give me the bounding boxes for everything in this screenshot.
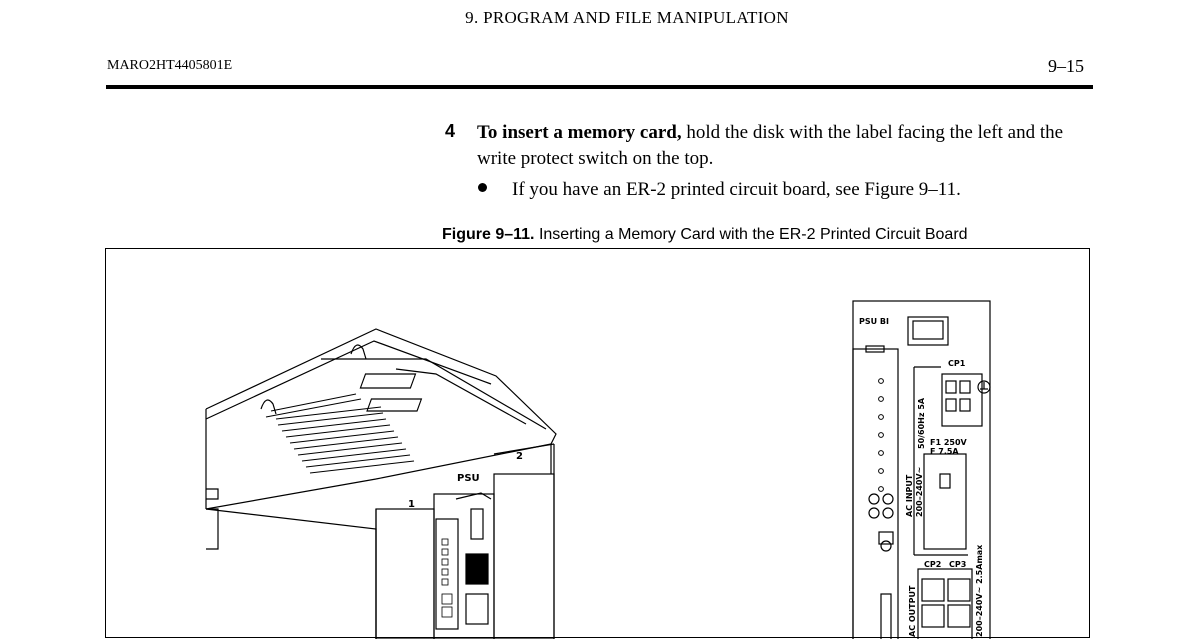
- step-bold-text: To insert a memory card,: [477, 122, 682, 143]
- panel-label-psu-bi: PSU BI: [859, 317, 889, 326]
- figure-caption-text: Inserting a Memory Card with the ER-2 Printed Circuit Board: [534, 226, 968, 243]
- figure-caption: [442, 226, 968, 244]
- bullet-dot: [478, 183, 487, 192]
- controller-cabinet-drawing: [206, 329, 556, 639]
- panel-label-cp2: CP2: [924, 560, 942, 569]
- panel-label-freq: 50/60Hz 5A: [917, 397, 926, 449]
- panel-label-fuse-f1: F1 250V: [930, 438, 967, 447]
- panel-label-ac-input: AC INPUT: [905, 474, 914, 517]
- step-number: 4: [445, 121, 456, 141]
- step-paragraph: [477, 120, 1097, 172]
- panel-label-fuse-rating: F 7.5A: [930, 447, 959, 456]
- cabinet-label-slot1: 1: [408, 499, 415, 510]
- panel-label-cp1: CP1: [948, 359, 966, 368]
- panel-label-ac-output: AC OUTPUT: [908, 585, 917, 637]
- panel-label-cp3: CP3: [949, 560, 967, 569]
- figure-illustration: [106, 249, 1091, 639]
- figure-frame: [105, 248, 1090, 638]
- figure-label: Figure 9–11.: [442, 226, 535, 243]
- panel-label-ac-output-voltage: 200–240V~ 2.5Amax: [975, 544, 984, 637]
- page-number: 9–15: [1048, 56, 1084, 76]
- cabinet-label-psu: PSU: [457, 473, 480, 484]
- header-rule: [106, 85, 1093, 89]
- panel-label-ac-input-voltage: 200–240V~: [915, 466, 924, 517]
- chapter-heading: 9. PROGRAM AND FILE MANIPULATION: [465, 8, 789, 27]
- document-id: MARO2HT4405801E: [107, 58, 233, 73]
- bullet-text: If you have an ER-2 printed circuit board, see Figure 9–11.: [512, 179, 961, 200]
- step-text: hold the disk with the label facing the left and the write protect switch on the top.: [477, 122, 1064, 169]
- cabinet-label-slot2: 2: [516, 451, 523, 462]
